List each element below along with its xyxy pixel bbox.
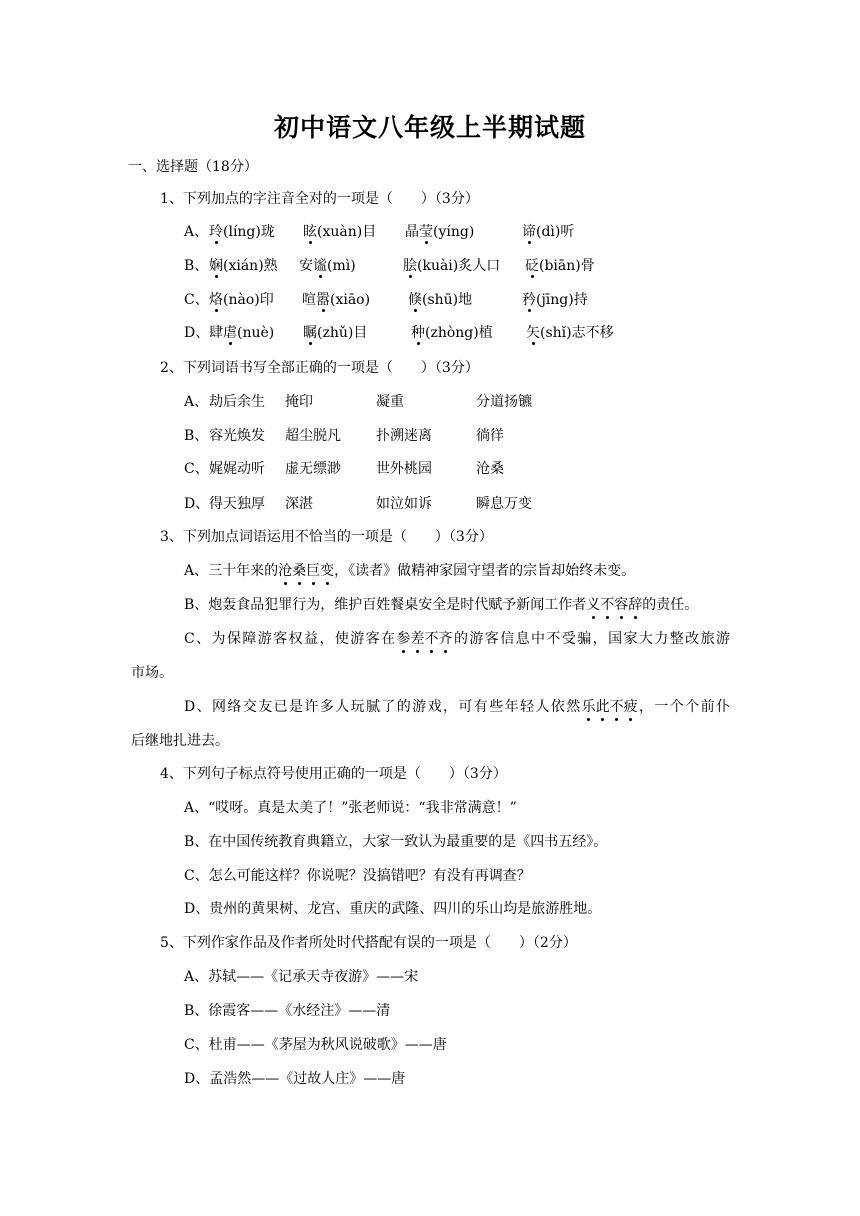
question-3-option-b: B、炮轰食品犯罪行为，维护百姓餐桌安全是时代赋予新闻工作者义不容辞的责任。: [184, 594, 698, 616]
option-item: 砭(biān)骨: [525, 255, 595, 275]
question-1-stem: 1、下列加点的字注音全对的一项是（ ）（3分）: [160, 191, 479, 207]
option-item: 扑溯迷离: [376, 428, 432, 444]
question-4-stem: 4、下列句子标点符号使用正确的一项是（ ）（3分）: [160, 766, 507, 782]
question-2-stem: 2、下列词语书写全部正确的一项是（ ）（3分）: [160, 360, 479, 376]
option-label: C、: [184, 461, 209, 477]
option-label: B、: [184, 428, 209, 444]
option-item: 倏(shū)地: [408, 289, 472, 309]
option-item: 瞬息万变: [476, 496, 532, 512]
question-5-option-d: D、孟浩然——《过故人庄》——唐: [184, 1071, 406, 1087]
question-3-stem: 3、下列加点词语运用不恰当的一项是（ ）（3分）: [160, 529, 493, 545]
question-4-option-c: C、怎么可能这样？你说呢？没搞错吧？有没有再调查？: [184, 868, 531, 884]
option-item: 矜(jīng)持: [522, 289, 588, 309]
option-item: 肆虐(nuè): [209, 322, 274, 342]
question-5-option-a: A、苏轼——《记承天寺夜游》——宋: [184, 969, 419, 985]
section-heading: 一、选择题（18分）: [128, 159, 258, 175]
option-item: 种(zhòng)植: [411, 322, 493, 342]
question-3-option-a: A、三十年来的沧桑巨变，《读者》做精神家园守望者的宗旨却始终未变。: [184, 560, 635, 582]
option-label: D、: [184, 496, 210, 512]
option-item: 瞩(zhǔ)目: [303, 322, 367, 342]
option-item: 烙(nào)印: [209, 289, 274, 309]
option-item: 谛(dì)听: [522, 221, 574, 241]
question-4-option-b: B、在中国传统教育典籍立，大家一致认为最重要的是《四书五经》。: [184, 834, 608, 850]
option-item: 凝重: [376, 394, 404, 410]
option-item: 脍(kuài)炙人口: [403, 255, 500, 275]
option-label: A、: [184, 224, 209, 240]
option-item: 喧嚣(xiāo): [302, 289, 370, 309]
option-item: 容光焕发: [209, 428, 265, 444]
option-item: 徜徉: [476, 428, 504, 444]
question-3-option-c: C、为保障游客权益，使游客在参差不齐的游客信息中不受骗，国家大力整改旅游: [184, 628, 730, 650]
option-item: 娴(xián)熟: [209, 255, 278, 275]
option-item: 娓娓动听: [209, 461, 265, 477]
option-item: 超尘脱凡: [285, 428, 341, 444]
option-item: 分道扬镳: [476, 394, 532, 410]
question-5-option-b: B、徐霞客——《水经注》——清: [184, 1003, 391, 1019]
question-3-option-d-cont: 后继地扎进去。: [131, 733, 229, 749]
question-5-stem: 5、下列作家作品及作者所处时代搭配有误的一项是（ ）（2分）: [160, 935, 577, 951]
option-item: 玲(líng)珑: [209, 221, 275, 241]
option-label: B、: [184, 258, 209, 274]
option-label: D、: [184, 325, 210, 341]
option-item: 沧桑: [476, 461, 504, 477]
option-item: 如泣如诉: [376, 496, 432, 512]
option-label: C、: [184, 292, 209, 308]
option-label: A、: [184, 394, 209, 410]
question-3-option-d: D、网络交友已是许多人玩腻了的游戏，可有些年轻人依然乐此不疲，一个个前仆: [184, 696, 730, 718]
option-item: 晶莹(yíng): [405, 221, 474, 241]
option-item: 深湛: [285, 496, 313, 512]
option-item: 得天独厚: [209, 496, 265, 512]
option-item: 掩印: [285, 394, 313, 410]
option-item: 虚无缥渺: [285, 461, 341, 477]
option-item: 矢(shǐ)志不移: [526, 322, 614, 342]
option-item: 世外桃园: [376, 461, 432, 477]
question-4-option-a: A、“哎呀。真是太美了！”张老师说：“我非常满意！”: [184, 800, 517, 816]
page-title: 初中语文八年级上半期试题: [273, 113, 586, 142]
option-item: 眩(xuàn)目: [303, 221, 376, 241]
option-item: 劫后余生: [209, 394, 265, 410]
question-4-option-d: D、贵州的黄果树、龙宫、重庆的武隆、四川的乐山均是旅游胜地。: [184, 901, 602, 917]
option-item: 安谧(mì): [299, 255, 356, 275]
question-3-option-c-cont: 市场。: [131, 665, 173, 681]
question-5-option-c: C、杜甫——《茅屋为秋风说破歌》——唐: [184, 1037, 447, 1053]
